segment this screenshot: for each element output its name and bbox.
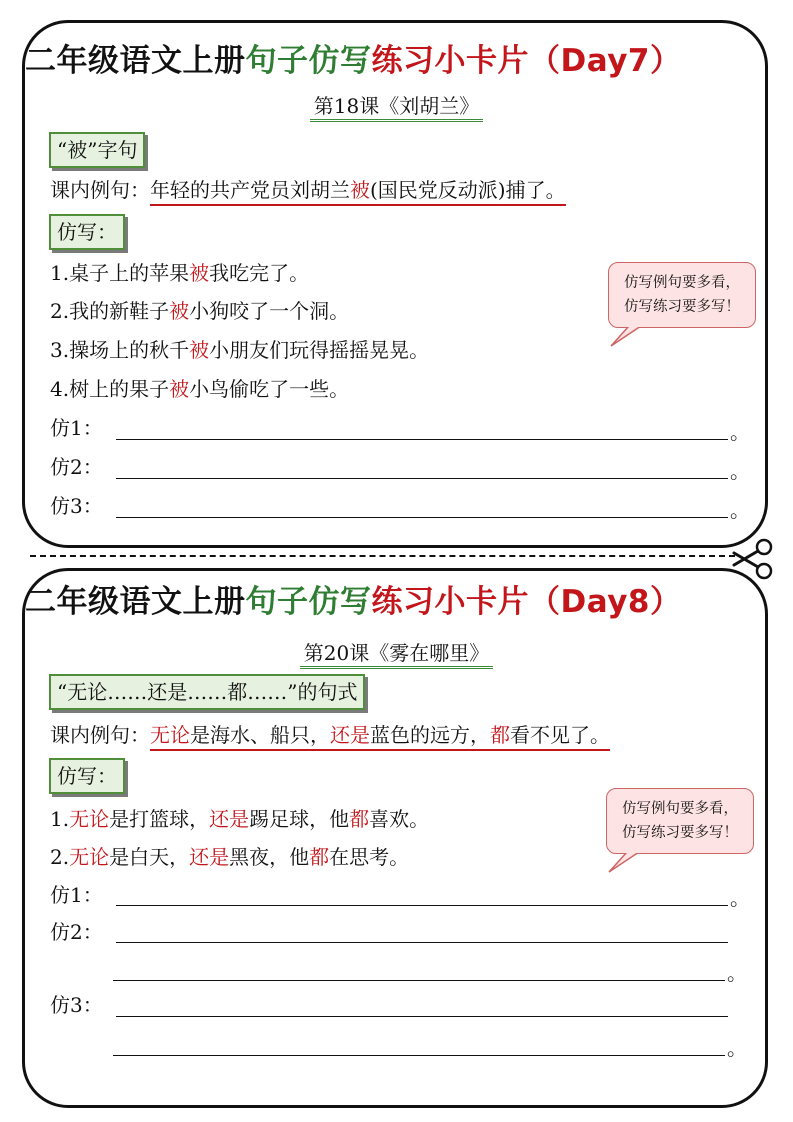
card2-practice-tag: 仿写： xyxy=(49,758,125,794)
card2-tip-bubble xyxy=(606,788,754,854)
card1-blank-label: 仿3： xyxy=(50,494,103,518)
card2-lesson: 第20课《雾在哪里》 xyxy=(0,640,793,666)
card1-answer-line-2[interactable] xyxy=(116,478,728,479)
period: 。 xyxy=(730,420,750,444)
card1-item: 3.操场上的秋千被小朋友们玩得摇摇晃晃。 xyxy=(50,338,430,362)
bubble-line: 仿写练习要多写！ xyxy=(622,825,738,841)
period: 。 xyxy=(727,1036,747,1060)
card2-item: 1.无论是打篮球，还是踢足球，他都喜欢。 xyxy=(50,807,430,831)
card2-item: 2.无论是白天，还是黑夜，他都在思考。 xyxy=(50,845,410,869)
card2-answer-line-2a[interactable] xyxy=(116,942,728,943)
card2-blank-label: 仿3： xyxy=(50,993,103,1017)
card1-tip-bubble xyxy=(608,262,756,328)
bubble-line: 仿写练习要多写！ xyxy=(624,299,740,315)
card1-practice-tag: 仿写： xyxy=(49,214,125,250)
card2-title: 二年级语文上册句子仿写练习小卡片（Day8） xyxy=(25,584,682,620)
card1-blank-label: 仿2： xyxy=(50,455,103,479)
card1-item: 4.树上的果子被小鸟偷吃了一些。 xyxy=(50,377,350,401)
card1-blank-label: 仿1： xyxy=(50,416,103,440)
card1-pattern-tag: “被”字句 xyxy=(49,132,145,168)
card2-answer-line-2b[interactable] xyxy=(113,980,725,981)
card2-answer-line-3a[interactable] xyxy=(116,1016,728,1017)
card2-pattern-tag: “无论……还是……都……”的句式 xyxy=(49,674,365,710)
card1-answer-line-1[interactable] xyxy=(116,439,728,440)
card2-answer-line-1[interactable] xyxy=(116,905,728,906)
bubble-line: 仿写例句要多看， xyxy=(624,275,740,291)
card1-lesson: 第18课《刘胡兰》 xyxy=(0,93,793,119)
card1-item: 1.桌子上的苹果被我吃完了。 xyxy=(50,261,310,285)
card1-example: 课内例句：年轻的共产党员刘胡兰被(国民党反动派)捕了。 xyxy=(50,176,566,204)
card2-blank-label: 仿2： xyxy=(50,920,103,944)
card1-answer-line-3[interactable] xyxy=(116,517,728,518)
card2-blank-label: 仿1： xyxy=(50,883,103,907)
period: 。 xyxy=(730,459,750,483)
period: 。 xyxy=(727,961,747,985)
card1-title: 二年级语文上册句子仿写练习小卡片（Day7） xyxy=(25,43,682,79)
bubble-tail xyxy=(605,322,645,350)
cut-line xyxy=(30,555,735,557)
bubble-tail xyxy=(603,848,643,876)
bubble-line: 仿写例句要多看， xyxy=(622,801,738,817)
period: 。 xyxy=(730,886,750,910)
card1-item: 2.我的新鞋子被小狗咬了一个洞。 xyxy=(50,299,350,323)
card2-example: 课内例句：无论是海水、船只，还是蓝色的远方，都看不见了。 xyxy=(50,721,610,749)
card2-answer-line-3b[interactable] xyxy=(113,1055,725,1056)
period: 。 xyxy=(730,498,750,522)
